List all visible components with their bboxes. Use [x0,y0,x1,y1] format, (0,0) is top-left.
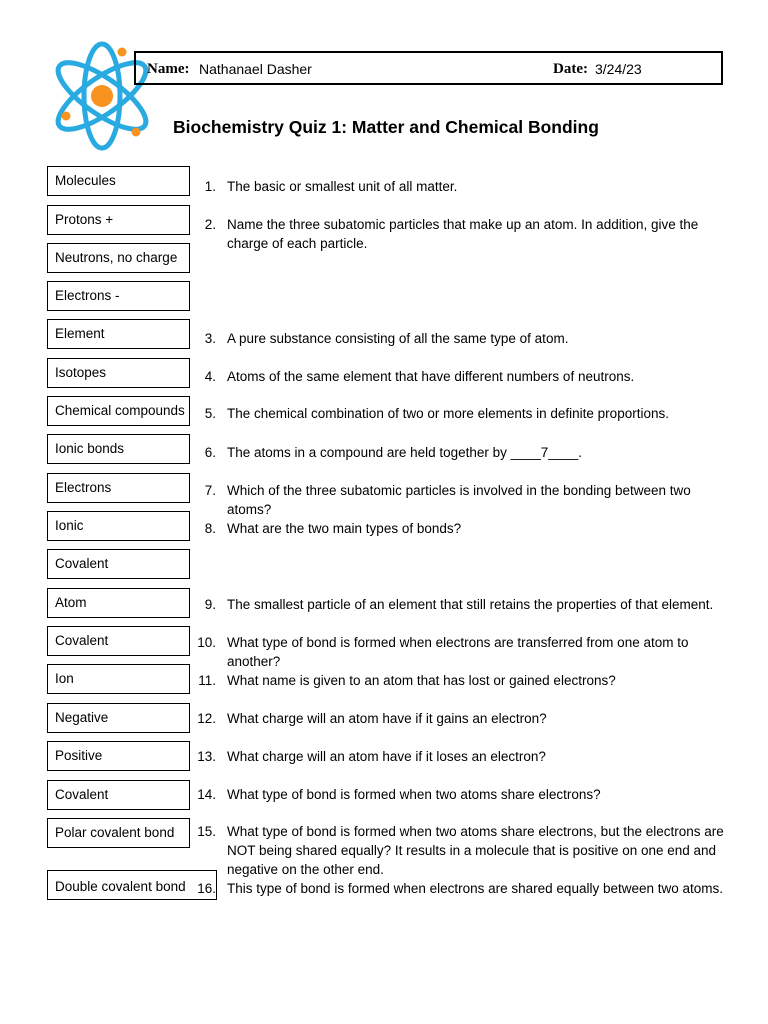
answer-box[interactable]: Negative [47,703,190,733]
question-number: 16. [197,881,216,896]
answer-box[interactable]: Element [47,319,190,349]
question-number: 15. [197,824,216,839]
answer-box[interactable]: Polar covalent bond [47,818,190,848]
answer-box[interactable]: Molecules [47,166,190,196]
question-text: The basic or smallest unit of all matter. [227,179,458,194]
question-number: 8. [204,521,216,536]
question-text: A pure substance consisting of all the same type of atom. [227,331,569,346]
question-text: The smallest particle of an element that still retains the properties of that element. [227,597,714,612]
answer-box[interactable]: Electrons - [47,281,190,311]
answer-box[interactable]: Covalent [47,780,190,810]
page-title: Biochemistry Quiz 1: Matter and Chemical Bonding [173,117,599,137]
answer-box[interactable]: Covalent [47,549,190,579]
answer-box[interactable]: Ionic bonds [47,434,190,464]
name-label: Name: [147,61,190,77]
answer-box[interactable]: Ion [47,664,190,694]
question-number: 5. [204,406,216,421]
question-number: 3. [204,331,216,346]
question-text: What name is given to an atom that has lost or gained electrons? [227,673,616,688]
question-text: This type of bond is formed when electrons are shared equally between two atoms. [227,881,724,896]
answer-box[interactable]: Double covalent bond [47,870,217,900]
question-text: The atoms in a compound are held together by ____7____. [227,445,582,460]
answer-box[interactable]: Isotopes [47,358,190,388]
question-text: Name the three subatomic particles that make up an atom. In addition, give the charge of each particle. [227,217,699,251]
question-number: 7. [204,483,216,498]
answer-box[interactable]: Protons + [47,205,190,235]
answer-box[interactable]: Electrons [47,473,190,503]
header-box [134,51,723,85]
date-value: 3/24/23 [595,61,642,77]
answer-box[interactable]: Covalent [47,626,190,656]
question-text: The chemical combination of two or more elements in definite proportions. [227,406,669,421]
question-text: What charge will an atom have if it gains an electron? [227,711,547,726]
answer-box[interactable]: Atom [47,588,190,618]
question-number: 12. [197,711,216,726]
date-label: Date: [553,61,588,77]
answer-box[interactable]: Ionic [47,511,190,541]
question-number: 4. [204,369,216,384]
answer-box[interactable]: Positive [47,741,190,771]
answer-box[interactable]: Chemical compounds [47,396,190,426]
question-text: What type of bond is formed when electrons are transferred from one atom to another? [227,635,689,669]
answer-box[interactable]: Neutrons, no charge [47,243,190,273]
question-text: What are the two main types of bonds? [227,521,462,536]
question-text: Which of the three subatomic particles is involved in the bonding between two atoms? [227,483,691,517]
question-number: 9. [204,597,216,612]
question-number: 11. [198,673,216,688]
question-text: What charge will an atom have if it loses an electron? [227,749,546,764]
question-number: 14. [197,787,216,802]
question-text: What type of bond is formed when two atoms share electrons? [227,787,601,802]
question-number: 13. [197,749,216,764]
question-text: What type of bond is formed when two atoms share electrons, but the electrons are NOT being shared equally? It results in a molecule that is positive on one end and negative on the other end. [227,824,724,877]
name-value: Nathanael Dasher [199,61,312,77]
question-number: 2. [204,217,216,232]
question-number: 10. [197,635,216,650]
question-number: 6. [204,445,216,460]
question-number: 1. [204,179,216,194]
question-text: Atoms of the same element that have different numbers of neutrons. [227,369,635,384]
